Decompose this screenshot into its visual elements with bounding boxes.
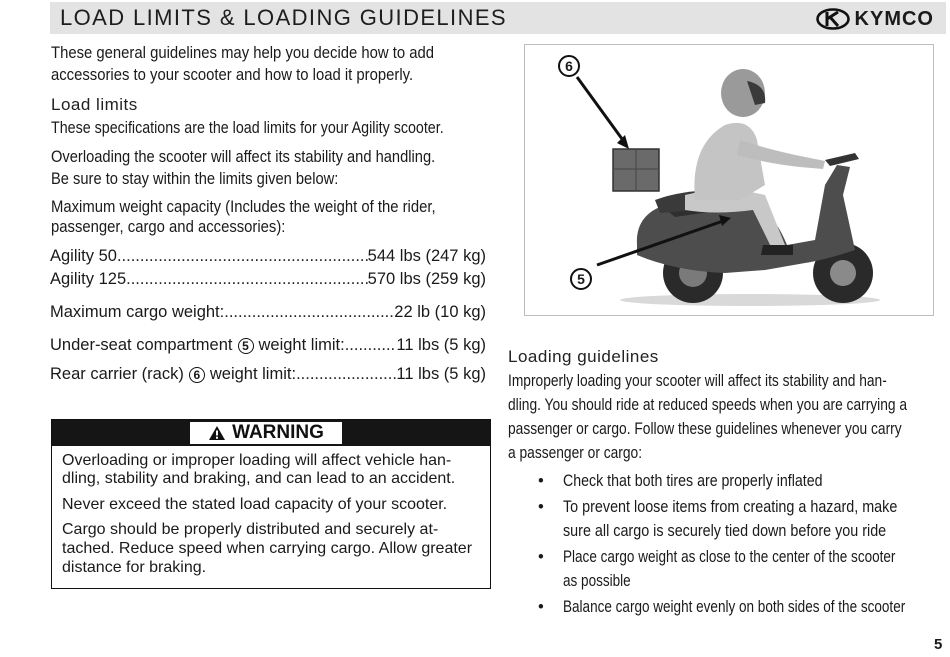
callout-number-6: 6 (189, 367, 205, 383)
callout-5: 5 (570, 268, 592, 290)
loading-line-1: Improperly loading your scooter will affect its stability and han- (508, 372, 887, 390)
warning-bar (52, 420, 490, 446)
warning-box (51, 419, 491, 589)
spec-row-agility-125 (50, 268, 486, 290)
max-weight-line-1: Maximum weight capacity (Includes the weight of the rider, (51, 198, 436, 216)
max-weight-line-2: passenger, cargo and accessories): (51, 218, 286, 236)
overload-line-1: Overloading the scooter will affect its stability and handling. (51, 148, 436, 166)
load-limits-heading: Load limits (51, 95, 138, 114)
spec-row-agility-50 (50, 245, 486, 267)
bullet-dot: • (538, 472, 544, 490)
spec-label: Agility 125 (50, 270, 127, 288)
spec-value: 544 lbs (247 kg) (367, 247, 486, 265)
spec-label: Agility 50 (50, 247, 117, 265)
spec-row-under-seat (50, 334, 486, 356)
leader-dots (117, 245, 368, 267)
bullet-dot: • (538, 498, 544, 516)
callout-number-5: 5 (238, 338, 254, 354)
warning-label-text: WARNING (232, 422, 324, 443)
warning-para-3-line-2: tached. Reduce speed when carrying cargo. Allow greater (62, 540, 473, 557)
warning-triangle-icon (208, 425, 226, 441)
leader-dots (126, 268, 368, 290)
bullet-2-line-2: sure all cargo is securely tied down before you ride (563, 522, 887, 540)
warning-para-1-line-2: dling, stability and braking, and can lead to an accident. (62, 470, 456, 487)
callout-6: 6 (558, 55, 580, 77)
bullet-3-line-2: as possible (563, 572, 631, 590)
spec-label-pre: Rear carrier (rack) (50, 365, 184, 383)
leader-dots (345, 334, 397, 356)
spec-value: 22 lb (10 kg) (394, 303, 486, 321)
bullet-dot: • (538, 598, 544, 616)
overload-line-2: Be sure to stay within the limits given below: (51, 170, 339, 188)
warning-label (190, 422, 342, 444)
loading-line-2: dling. You should ride at reduced speeds when you are carrying a (508, 396, 908, 414)
leader-dots (296, 363, 396, 385)
loading-line-4: a passenger or cargo: (508, 444, 643, 462)
spec-value: 11 lbs (5 kg) (396, 365, 486, 383)
warning-para-3-line-3: distance for braking. (62, 559, 207, 576)
brand-logo (816, 8, 934, 30)
bullet-2-line-1: To prevent loose items from creating a hazard, make (563, 498, 898, 516)
spec-value: 11 lbs (5 kg) (396, 336, 486, 354)
intro-line-2: accessories to your scooter and how to load it properly. (51, 66, 414, 84)
spec-row-max-cargo (50, 301, 486, 323)
loading-line-3: passenger or cargo. Follow these guidelines whenever you carry (508, 420, 902, 438)
brand-name: KYMCO (854, 7, 934, 30)
spec-label: Maximum cargo weight: (50, 303, 225, 321)
loading-guidelines-heading: Loading guidelines (508, 347, 659, 366)
page-number: 5 (934, 636, 943, 653)
load-limits-specs: These specifications are the load limits for your Agility scooter. (51, 119, 444, 137)
spec-row-rear-carrier (50, 363, 486, 385)
warning-para-3-line-1: Cargo should be properly distributed and securely at- (62, 521, 439, 538)
spec-label-pre: Under-seat compartment (50, 336, 233, 354)
header-bar (50, 2, 946, 34)
bullet-3-line-1: Place cargo weight as close to the center of the scooter (563, 548, 896, 566)
spec-label-post: weight limit: (258, 336, 345, 354)
intro-line-1: These general guidelines may help you decide how to add (51, 44, 435, 62)
spec-label-post: weight limit: (209, 365, 297, 383)
leader-dots (224, 301, 394, 323)
bullet-1-line-1: Check that both tires are properly inflated (563, 472, 823, 490)
bullet-dot: • (538, 548, 544, 566)
kymco-logo-icon (816, 8, 850, 30)
warning-para-2: Never exceed the stated load capacity of your scooter. (62, 496, 448, 513)
bullet-4-line-1: Balance cargo weight evenly on both sides of the scooter (563, 598, 906, 616)
page-title: LOAD LIMITS & LOADING GUIDELINES (60, 5, 508, 30)
spec-value: 570 lbs (259 kg) (367, 270, 486, 288)
warning-para-1-line-1: Overloading or improper loading will affect vehicle han- (62, 452, 452, 469)
